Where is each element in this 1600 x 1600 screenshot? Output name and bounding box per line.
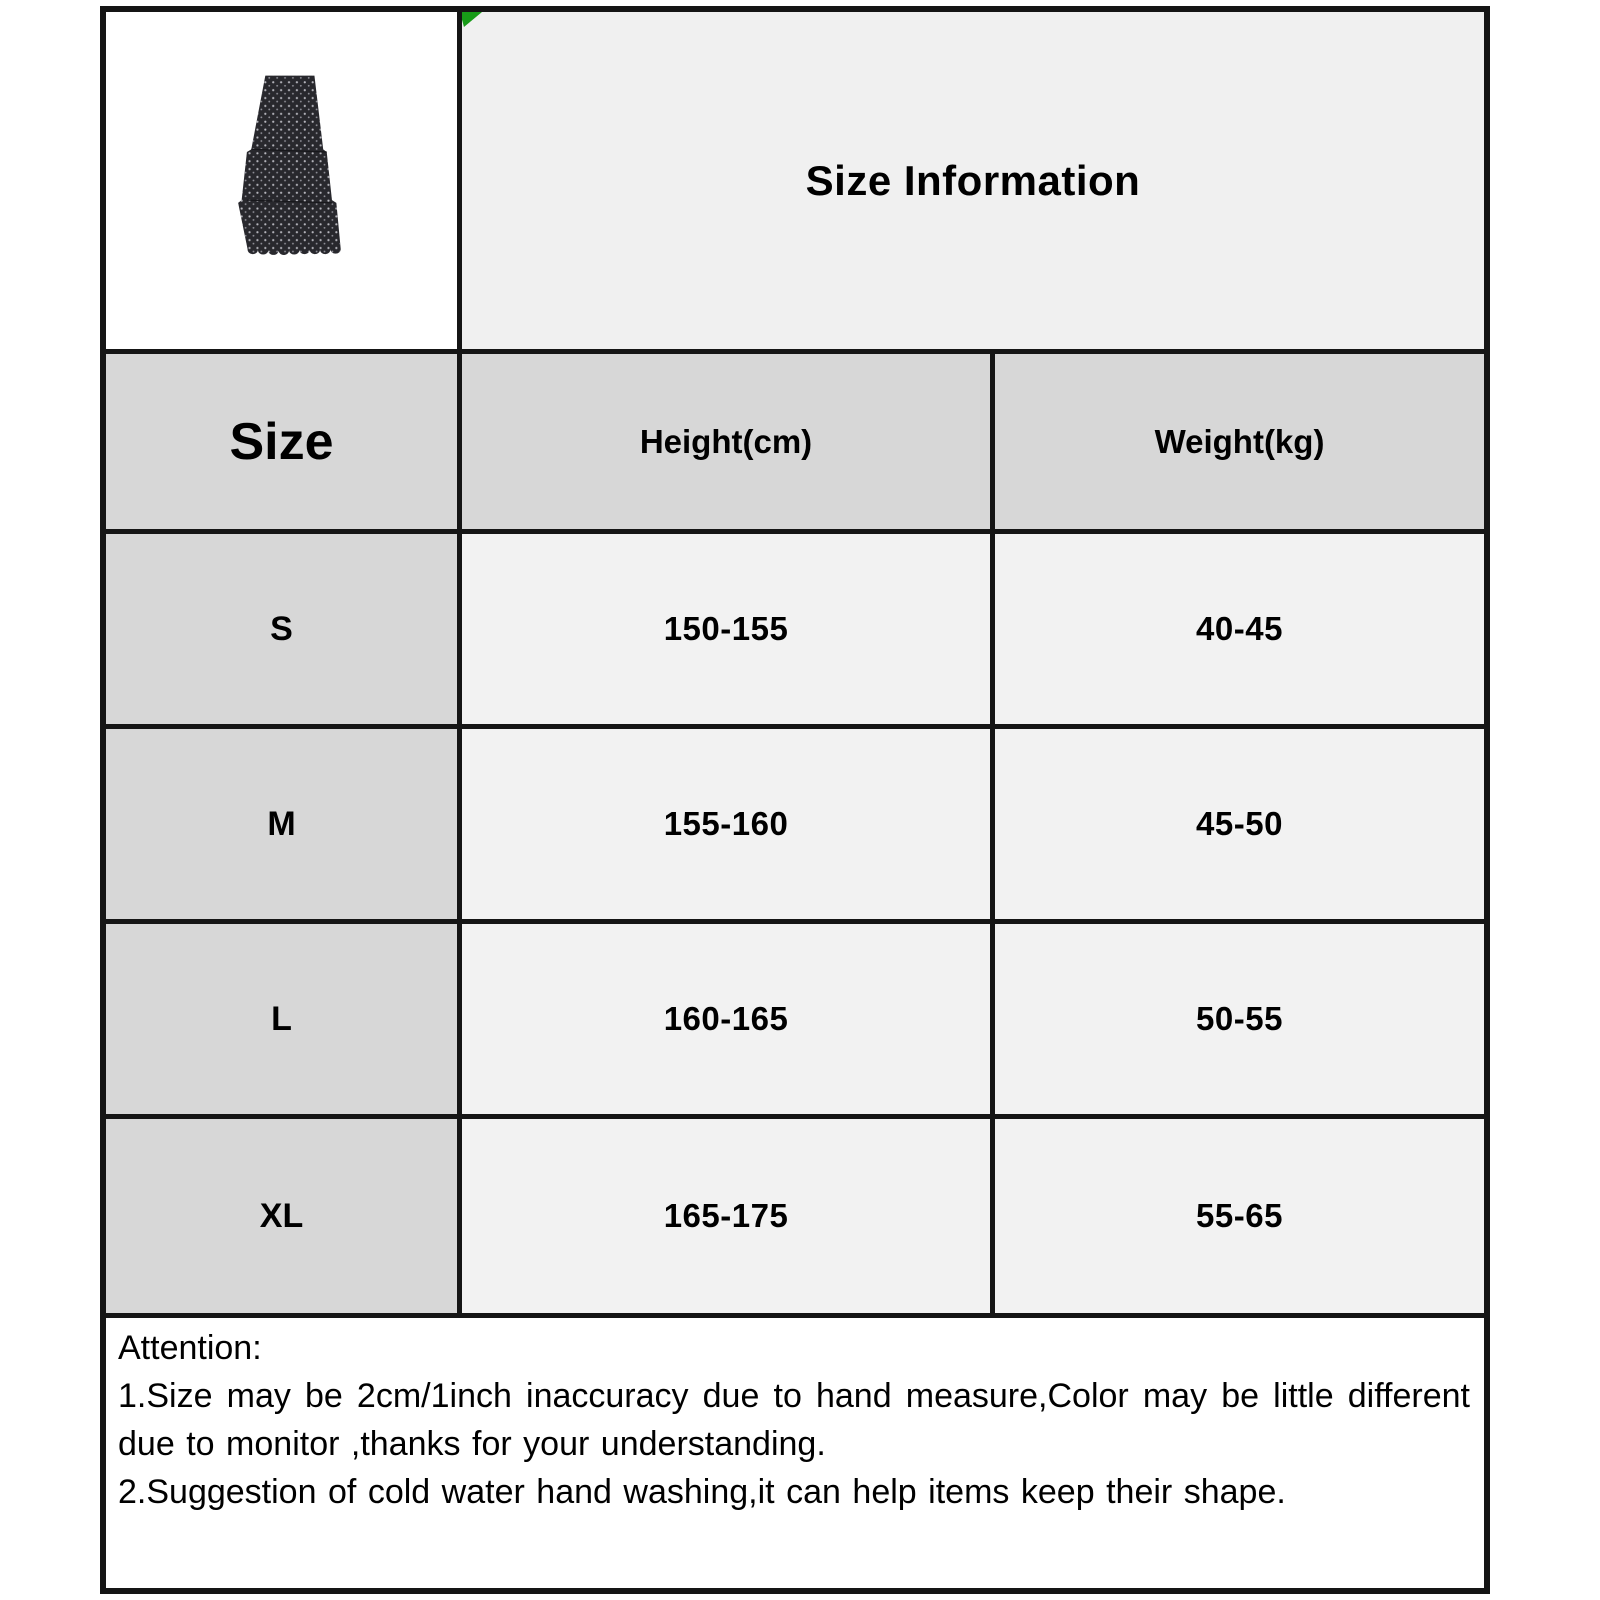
row-l-height-value: 160-165 — [462, 924, 990, 1114]
row-xl-size-label: XL — [106, 1119, 457, 1313]
row-xl-height-value: 165-175 — [462, 1119, 990, 1313]
product-skirt-image — [232, 68, 346, 278]
row-m-height-value: 155-160 — [462, 729, 990, 919]
row-s-height-value: 150-155 — [462, 534, 990, 724]
row-s-size-label: S — [106, 534, 457, 724]
cell-corner-marker-icon — [462, 12, 482, 27]
column-header-height: Height(cm) — [462, 354, 990, 529]
title-cell — [462, 12, 1484, 349]
column-header-size: Size — [106, 354, 457, 529]
row-xl-weight-value: 55-65 — [995, 1119, 1484, 1313]
attention-note-2: 2.Suggestion of cold water hand washing,it can help items keep their shape. — [118, 1473, 1286, 1511]
row-m-weight-value: 45-50 — [995, 729, 1484, 919]
row-l-weight-value: 50-55 — [995, 924, 1484, 1114]
product-image-cell — [106, 12, 457, 349]
page-title: Size Information — [805, 156, 1141, 204]
column-header-weight: Weight(kg) — [995, 354, 1484, 529]
row-m-size-label: M — [106, 729, 457, 919]
attention-heading: Attention: — [118, 1329, 262, 1367]
row-s-weight-value: 40-45 — [995, 534, 1484, 724]
row-l-size-label: L — [106, 924, 457, 1114]
attention-note-1: 1.Size may be 2cm/1inch inaccuracy due to hand measure,Color may be little different due to monitor ,thanks for your understanding. — [118, 1377, 1470, 1463]
attention-section — [106, 1318, 1484, 1588]
size-chart-sheet — [100, 6, 1490, 1594]
